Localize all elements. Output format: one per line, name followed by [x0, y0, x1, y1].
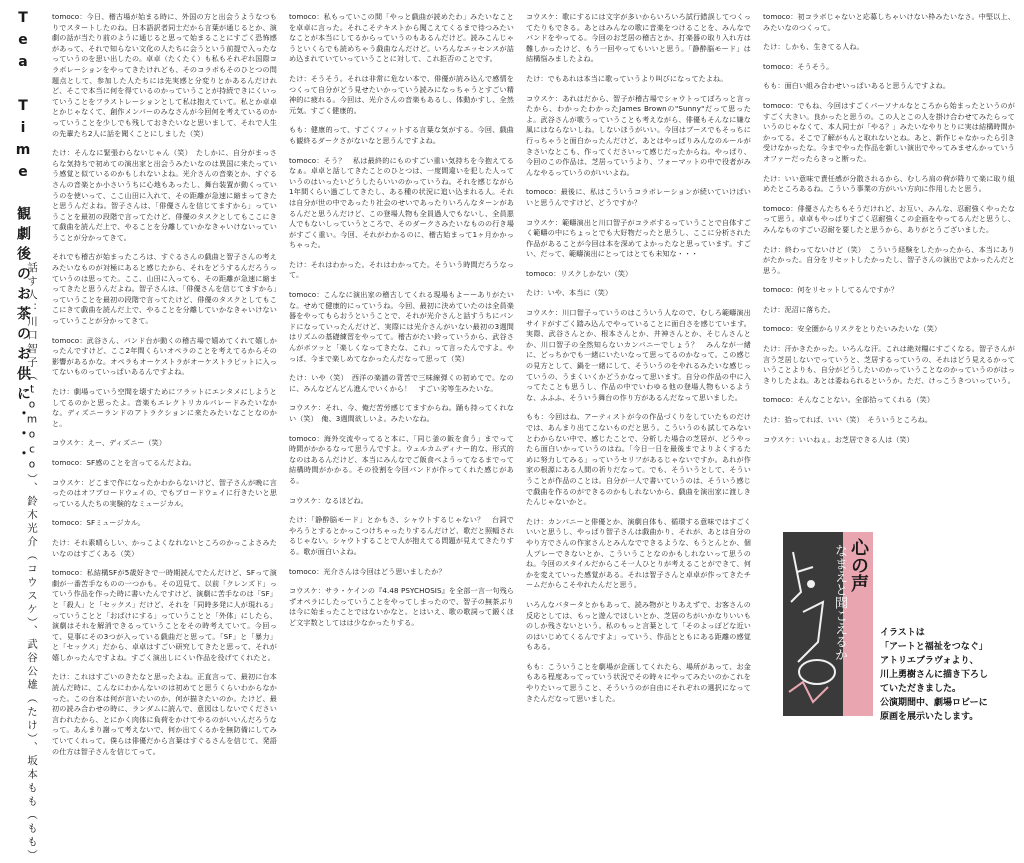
- dialogue-paragraph: たけ：それ素晴らしい、かっこよくなれないところのかっこよさみたいなのはすごくある（笑）: [52, 537, 277, 558]
- dialogue-paragraph: tomoco：今日、稽古場が始まる時に、外国の方と出会うようなつもりでスタートしたのね。日本語訳者同士だから言葉が通じるとか、演劇の話が当たり前のように通じると思って始まることにすごく恐怖感があって、それで知らない文化の人たちに会うという前提で入ったなっていうのを思い出したの。卓卓（たくたく）も私もそれぞれ国際コラボレーションをやってきたけれども、そのコラボもそのひとつの問題点として、参加した人たちには先実感と分変りとかあるんだけれど、そこで本当に何を得ているのかっていうことが持続できにくいっていうことをフラストレーションとして私は抱えていて。私とか卓卓とかじゃなくて、創作メンバーのみなさんが今回何を考えているのかっていうことを少しでも残しておきたいなと思いまして、それで人生の先輩たち2人に話を聞くことにしました（笑）: [52, 12, 277, 138]
- dialogue-paragraph: たけ：拾ってれば、いい（笑） そういうところね。: [763, 415, 933, 425]
- text-column-1: [52, 12, 277, 756]
- dialogue-paragraph: コウスケ：範疇演出と川口智子がコラボするっていうことで自体すごく範疇の中にちょっとでも大好物だったと思うし、ここに分析された作品があることが今回は本を深めてよかったなと思っています。すごい、だって、範疇演出にとってはとても未知な・・・: [526, 217, 751, 259]
- dialogue-paragraph: tomoco：リスクしかない（笑）: [526, 268, 633, 278]
- dialogue-paragraph: tomoco：光介さんは今回はどう思いましたか？: [289, 566, 446, 576]
- dialogue-paragraph: たけ：いや、本当に（笑）: [526, 288, 613, 298]
- dialogue-paragraph: いろんなバタータとかもあって、読み物がとりあえずで、お客さんの反応としては、もっと遊んでほしいとか、芝居のちがいかなりいいものしか残さないという。私のもっと言葉として「そのよっぽどな近いのはいじめてくるんですよ」っていう、作品とともにある距離の感覚もある。: [526, 599, 751, 652]
- caption-line: 原画を展示いたします。: [880, 712, 979, 722]
- book-cover-illustration: [783, 532, 873, 716]
- dialogue-paragraph: もも：こういうことを劇場が企画してくれたら、場所があって、お金もある程度あってっていう状況でその時々にやってみたいのかこれをやりたいって思うこと、そういうのが自由にそれぞれの選択になってきたんだなって思いました。: [526, 661, 751, 703]
- dialogue-paragraph: もも：健康的って、すごくフィットする言葉な気がする。今回、戯曲も観終るダークさがないなと思うんですよね。: [289, 125, 514, 145]
- dialogue-paragraph: tomoco：私もっていこの間「やっと戯曲が読めたわ」みたいなことを卓卓に言った。それこそテキストから聞こえてくるまで待つみたいなことが本当にしてるからっていうのもあるんだけど。読みこんじゃうといくらでも読めちゃう戯曲なんだけど。いろんなエッセンスが詰め込まれていていっていうことに対して、これ拒否のことです。: [289, 12, 514, 64]
- caption-line: 川上勇樹さんに描き下ろし: [880, 670, 989, 680]
- dialogue-paragraph: たけ：泥沼に落ちた。: [763, 304, 835, 314]
- dialogue-paragraph: コウスケ：歌にするには文字が多いからいろいろ試行錯誤してつくってたりもできる。あとはみんなの歌に音楽をつけることを、みんなでバンドをやってる。今回のお芝居の稽古とか、打楽器の取り入れ方は難しかったけど、もう一回やってもいいと思う。「静酔脳モード」は結構悩みましたよね。: [526, 12, 751, 64]
- speaker-list: 話す人：川口智子（tomoco）、鈴木光介（コウスケ）、武谷公雄（たけ）、坂本もも（もも）: [26, 262, 38, 863]
- dialogue-paragraph: tomoco：そうそう。: [763, 61, 834, 71]
- dialogue-paragraph: それでも稽古が始まったころは、すぐるさんの戯曲と智子さんの考えみたいなものが対極にあると感じたから、それをどうするんだろうっていうのは思ってた。ここ、山田に入っても、その距離が急速に縮まってきたと思うんだよね。智子さんは、「俳優さんを信じてますから」っていうことを最初の段階で言ってたけど、俳優のタスクとしてもここにきて戯曲を読んだ上で、やることを分離していかなきゃいけないっていうことが分かってきて。: [52, 252, 277, 326]
- dialogue-paragraph: コウスケ：えー、ディズニー（笑）: [52, 438, 167, 448]
- dialogue-paragraph: たけ：でもあれは本当に歌っていうより叫びになってたよね。: [526, 73, 728, 83]
- dialogue-paragraph: もも：今回はね、アーティストが今の作品づくりをしていたものだけでは、あんまり出てこないものだと思う。こういうのも試してみないとわからない中で、感じたことで、分析した場合の芝居が、どうやったら面白いかっていうのはね。「今日一日を最後までよりよくするために努力してみる」っていうセリフがあるじゃないですか。あれが作家の根源にある人間の祈りだなって。でも、そういうとして、そういうことが作品のことは。自分が一人で書いていうのは、そういう感じで戯曲を作るのができるのかもしれないから、戯曲を演出家に渡しきたんじゃないかと。: [526, 412, 751, 507]
- dialogue-paragraph: tomoco：武谷さん、バンド台が動くの稽古場で嬉めてくれて嬉しかったんですけど、ここ2年間くらいオペラのことを考えてるからその影響があるかな。オペラもオーケストラがオーケストラピットに入ってないものっていっぱいあるんですよね。: [52, 335, 277, 377]
- dialogue-paragraph: tomoco：俳優さんたちもそうだけれど、お互い、みんな、忍耐強くやったなって思う。卓卓もやっぱりすごく忍耐強くこの企画をやってるんだと思うし、みんなものすごい忍耐を要したと思うから、ありがとうございました。: [763, 203, 1015, 234]
- illustration-caption: [880, 626, 1020, 724]
- text-column-2: [289, 12, 514, 717]
- dialogue-paragraph: たけ：終わってないけど（笑） こういう経験をしたかったから、本当にありがたかった。自分をリセットしたかったし、智子さんの演出でよかったんだと思う。: [763, 244, 1015, 275]
- article-title: Tea Time 観劇後のお茶のお供に・・・: [15, 10, 31, 466]
- dialogue-paragraph: tomoco：初コラボじゃないと応募しちゃいけない枠みたいなさ。中堅以上、みたいなのつくって。: [763, 12, 1015, 32]
- dialogue-paragraph: コウスケ：サラ・ケインの『4.48 PSYCHOSIS』を全部一言一句残らずオペラにしたっていうことをやってしまったので、智子の無茶ぶりは今に始まったことではないかなと。とはいえ、歌の歌詞って鍛くほど文字数としてはは少なかったりする。: [289, 586, 514, 627]
- dialogue-paragraph: tomoco：こんなに演出家の稽古してくれる現場もよーーありがたいな。せめて健康的にっていうね。今回、最初に決めていたのは全員楽器をやってもらおうということで、それが光介さんと話すうちにバンドになっていったんだけど、実際には光介さんがいない最初の3週間はリズムの基礎練習をやってて。稽古がたい鈴っていうから、武谷さんがボツッと「楽しくなってきたな、これ」って言ったんですよ。やっぱ、今まで楽しめてなかったんだなって思って（笑）: [289, 290, 514, 363]
- dialogue-paragraph: たけ：そんなに緊張わらないじゃん（笑） たしかに、自分がまっさらな気持ちで初めての演出家と出会うみたいなのは異国に来たっていう感覚と似ているのかもしれないよね。光介さんの音楽とか、すぐるさんの音楽とか小さいうちに心地もあったし、舞台装置が動くっていうのを使いって、ここ山田に入れて、その距離が急速に縮まってきたと思うんだよね。智子さんは、「俳優さんを信じてますから」っていうことを最初の段階で言ってたけど、俳優のタスクとしてもここにきて戯曲を読んだ上で、やることを分離していかなきゃいけないっていうことが分かってきて。: [52, 148, 277, 242]
- caption-line: 公演期間中、劇場ロビーに: [880, 698, 988, 708]
- book-subtitle: なまえと聞こえるか: [832, 544, 847, 661]
- dialogue-paragraph: tomoco：海外交流やってると本に、「同じ釜の飯を食う」までって時間がかかるなって思うんですよ。ウェルカムディナー的な、形式的なのはあるんだけど、本当にみんなでご飯食べようってなるまでって結構時間がかかる。その役割を今回バンドが作ってくれた感じがある。: [289, 433, 514, 485]
- dialogue-paragraph: たけ：いや（笑） 西洋の楽譜の背苦で三味線弾くの初めてで。なのに、みんなどんどん進んでいくから！ すごい劣等生みたいな。: [289, 373, 514, 393]
- speakers-strip: [22, 262, 42, 863]
- dialogue-paragraph: たけ：それはわかった。それはわかってた。そういう時間だろうなって。: [289, 259, 514, 280]
- dialogue-paragraph: tomoco：何をリセットしてるんですか？: [763, 285, 899, 295]
- caption-line: イラストは: [880, 628, 925, 638]
- dialogue-paragraph: たけ：これはすごいのきたなと思ったよね。正直言って、最初に台本読んだ時に、こんなにわかんないのは初めてと思うくらいわからなかった。この台本は何が言いたいのか、何が描きたいのか。たけど、最初の読み合わせの時に、ランダムに読んで、意図はしないでください言われたから、とにかく肉体に負荷をかけてやるのがいいんだろうなって。あんまり謝って考えないで、何か出てくるかを無防備にしてみていてくれって。僕らは俳優だから言葉はすぐるさんを信じて、発語の仕方は智子さんを信じてって。: [52, 672, 277, 756]
- dialogue-paragraph: コウスケ：それ、今、俺だ苦労感じてますからね。踊も持ってくれない（笑） 俺、3週間欲しいよ。みたいなね。: [289, 403, 514, 423]
- dialogue-paragraph: tomoco：安全圏からリスクをとりたいみたいな（笑）: [763, 324, 942, 334]
- text-column-3: [526, 12, 751, 717]
- dialogue-paragraph: tomoco：SFミュージカル。: [52, 518, 145, 528]
- dialogue-paragraph: tomoco：私結構SFが5歳好きで一時期読んでたんだけど、SFって演劇が一番苦手なものの一つかも。その辺見て、以前「クレンズド」っていう作品を作った時に書いたんですけど、演劇に苦手なのは「SF」と「殺人」と「セックス」だけど、それを「同時多発に人が現れる」っていうことと「おばけにする」っていうことと「外体」にしたら、演劇はそれを解消できるっていうことをその時考えていて。今回って、見事にその3つが入っている戯曲だと思って。「SF」と「暴力」と「セックス」だから、卓卓はすごい研究してきたと思って、それが嬉しかったんですよね。すごく演出しにくい作品を役げてくれたと。: [52, 568, 277, 662]
- dialogue-paragraph: たけ：汗かきたかった。いろんな汗。これは絶対糧にすごくなる。智子さんが言う芝居しないでっていうと、芝居するっていうの、それはどう見えるかっていうことよりも、自分がどうしたいのかっていうことなのかっていうのがはっきりしたよね。あとは委ねられるというか。ただ、けっこうきついっていう。: [763, 344, 1015, 385]
- dialogue-paragraph: たけ：劇場っていう空間を壊すためにフラットにエンタメにしようとしてるのかと思ったよ。音楽もエレクトリカルパレードみたいなかな。ディズニーランドのアトラクションに来たみたいなことなのかと。: [52, 387, 277, 428]
- caption-line: 「アートと福祉をつなぐ」: [880, 642, 988, 652]
- dialogue-paragraph: たけ：そうそう。それは非常に危ない本で、俳優が読み込んで感情をつくって自分がどう見せたいかっていう読みになっちゃうとすごい精神的に疲れる。今回は、光介さんの音楽もあるし、体動かすし、全然元気。すごく健康的。: [289, 73, 514, 115]
- dialogue-paragraph: たけ：しかも、生きてる人ね。: [763, 42, 864, 52]
- dialogue-paragraph: tomoco：最後に、私はこういうコラボレーションが続いていけばいいと思うんですけど、どうですか？: [526, 187, 751, 207]
- dialogue-paragraph: コウスケ：いいねぇ。お芝居できる人は（笑）: [763, 434, 914, 444]
- caption-line: アトリエブラヴォより、: [880, 656, 979, 666]
- dialogue-paragraph: たけ：いい意味で責任感が分散されるから、むしろ肩の荷が降りて楽に取り組めたところあるね。こういう事業の方がいい方向に作用したと思う。: [763, 173, 1015, 194]
- dialogue-paragraph: コウスケ：あれはだから、智子が稽古場でシャウトってぼろっと言ったから、わかったわかったJames Brownの"Sunny"だって思ったよ。武谷さんが歌うっていうことも考えながら、俳優もそんなに嫌な風にはならないしね。しないほうがいい。今回はブースでもそっちに行っちゃうと面白かったんだけど、あとはやっぱりみんなのルールがきさいなとこも、作ってくださいって感じだったからね。やっぱり、今回のこの作品は、芝居っていうより、フォーマットの中で役者がみんなやるっていうのがいいよね。: [526, 93, 751, 177]
- dialogue-paragraph: もも：面白い組み合わせいっぱいあると思うんですよね。: [763, 81, 951, 91]
- dialogue-paragraph: たけ：カンパニーと俳優とか、演劇自体も、循環する意味ではすごくいいと思うし、やっぱり智子さんは戯曲かり、それが、あとは自分のやり方でさんの作家さんとみんなでできるような、もうとんとか、個人プレーできないとか、こういうことなのかもしれないって思うのね。今回のスタイルだからこそ一人ひとりが考えることができて、何かを変えていった感覚がある。それは智子さんと卓卓が作ってきたチームだからこそやれたんだと思う。: [526, 516, 751, 590]
- dialogue-paragraph: tomoco：そう？ 私は最終的にものすごい重い気持ちを今抱えてるなぁ。卓卓と話してきたことのひとつは、一度間違いを犯した人っていうのはいったいどうしたらいいのかっていうね。それを感じながら1年間くらい過ごしてきたし、ある種の状況に追い込まれる人。それは自分が世の中であったり社会のせいであったりいろんなターンがあるんだと思うんだけど、この登場人物も全員過人でもないし、全員悪人でもないしっていうところで、そのダークさみたいなものの行き場がすごく重い。今回、それがわかるのに、稽古始まって1ヶ月かかっちゃった。: [289, 155, 514, 250]
- dialogue-paragraph: tomoco：でもね、今回はすごくパーソナルなところから始まったというのがすごく大きい。良かったと思うの。この人とこの人を掛け合わせてみたらっていうのじゃなくて、本人同士が「やる？」みたいなやりとりに実は結構時間かかってる。そこで了解がもんと取れないとね。あと、新作じゃなかったら引き受けなかったな。今までやった作品を新しい演出でやってみませんかっていうオファーだったらきっと断った。: [763, 100, 1015, 163]
- dialogue-paragraph: コウスケ：川口智子っていうのはこういう人なので、むしろ範疇演出サイドがすごく踏み込んでやっていることに面白さを感じています。実際、武谷さんとか、根本さんとか、井神さんとか、そじんさんとか、川口智子の全然知らないカンパニーでしょう？ みんなが一緒に、どっちかでも一緒にいたいなって思ってるのかなって。この感じの見方として、鍋を一緒にして、そういうのをやれるみたいな感じっていうの、うまくいくかどうかなって思います。自分の作品の中に入ってたことも思うし、作品の中でいわゆる他の登場人物もいるような、ふふふ、そういう舞台の作り方があるんだなって思いました。: [526, 308, 751, 402]
- book-title: 心の声: [848, 538, 869, 592]
- dialogue-paragraph: コウスケ：どこまで作になったかわからないけど、智子さんが晩に言ったのはオフブロードウェイの、でもブロードウェイに行きたいと思っている人たちの実験的なミュージカル。: [52, 477, 277, 508]
- dialogue-paragraph: コウスケ：なるほどね。: [289, 495, 368, 505]
- dialogue-paragraph: たけ：「静酔脳モード」とかもさ、シャウトするじゃない？ 台詞でやろうとするとかっこつけちゃったりするんだけど、歌だと照幅されるじゃない。シャウトすることで人が抱えてる問題が見えてきたりする。歌が面白いよね。: [289, 515, 514, 556]
- dialogue-paragraph: tomoco：そんなことない。全部拾ってくれる（笑）: [763, 395, 935, 405]
- caption-line: ていただきました。: [880, 684, 962, 694]
- dialogue-paragraph: tomoco：SF感のことを言ってるんだよね。: [52, 457, 196, 467]
